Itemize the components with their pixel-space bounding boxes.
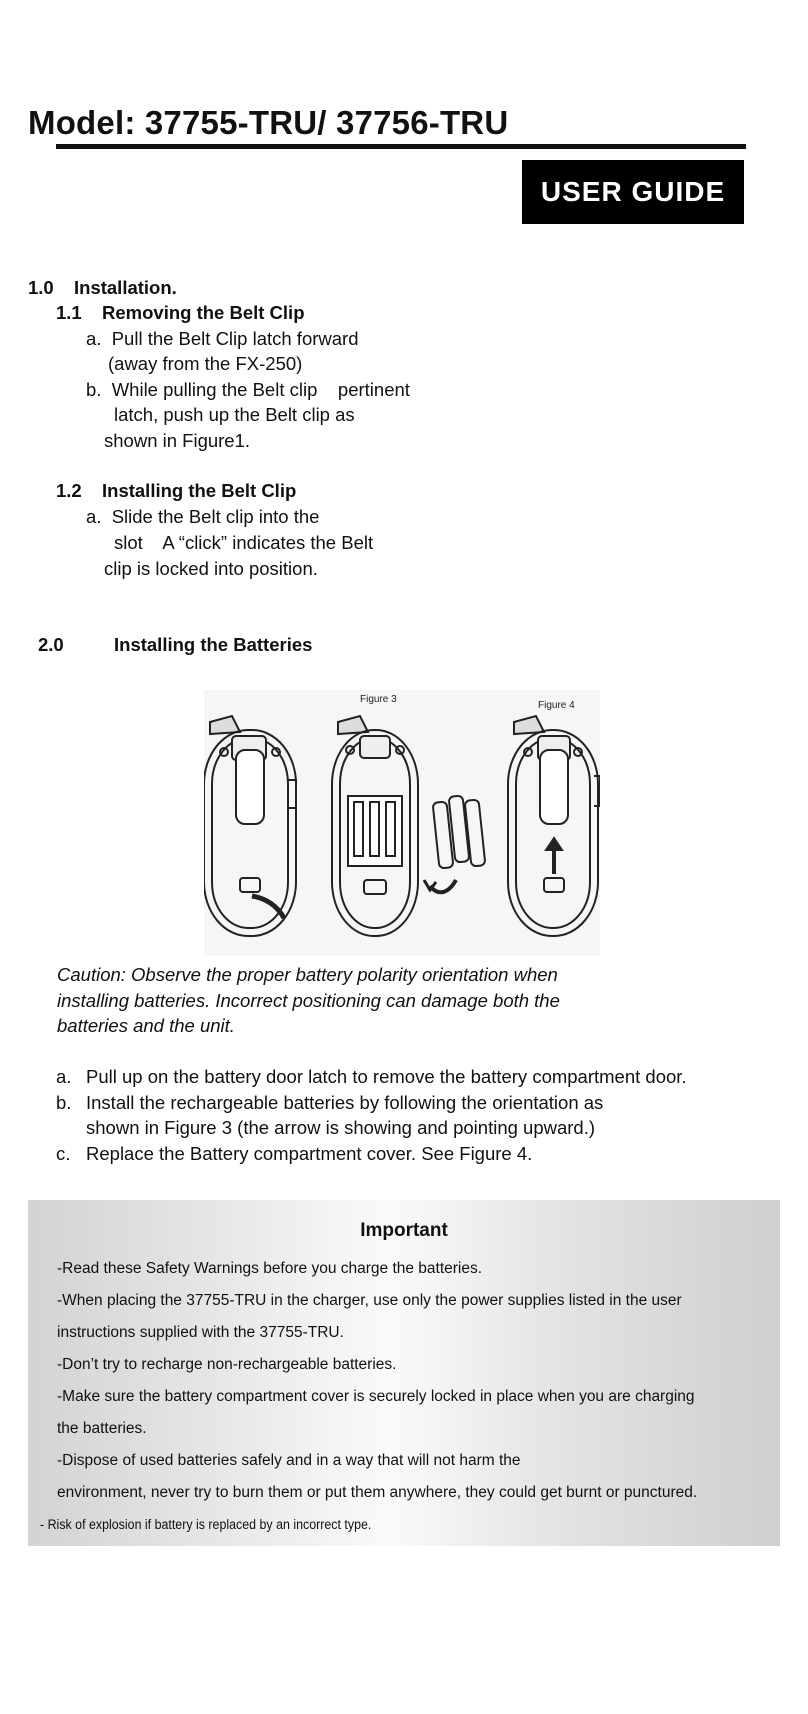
list-item [56,1115,687,1141]
step-1-2-a-line1: a. Slide the Belt clip into the [86,506,320,527]
important-line: -Don’t try to recharge non-rechargeable batteries. [57,1356,397,1373]
important-line: the batteries. [57,1420,147,1437]
section-1-2-number: 1.2 [56,480,82,501]
section-1-title: Installation. [74,277,177,298]
section-1-1-number: 1.1 [56,302,82,323]
important-title: Important [360,1220,448,1241]
step-text: Pull up on the battery door latch to remove the battery compartment door. [86,1066,687,1087]
list-item [56,1064,687,1090]
list-item [56,1141,687,1167]
step-label: c. [56,1142,71,1164]
important-line: -When placing the 37755-TRU in the charger, use only the power supplies listed in the user [57,1292,682,1309]
important-notice-box [28,1200,780,1546]
device-belt-clip-view [204,716,296,936]
important-line: -Make sure the battery compartment cover is securely locked in place when you are charging [57,1388,695,1405]
step-text: Replace the Battery compartment cover. See Figure 4. [86,1142,533,1164]
user-guide-badge: USER GUIDE [522,160,744,224]
important-line: -Read these Safety Warnings before you charge the batteries. [57,1260,483,1277]
model-title: Model: 37755-TRU/ 37756-TRU [28,104,509,141]
section-1-1-title: Removing the Belt Clip [102,302,305,323]
device-closed-cover-view [508,716,600,936]
section-1-number: 1.0 [28,277,54,298]
caution-line: installing batteries. Incorrect positioning can damage both the [57,989,560,1011]
important-last-line: - Risk of explosion if battery is replaced by an incorrect type. [40,1517,372,1532]
step-1-1-b-line2: latch, push up the Belt clip as [114,404,355,425]
section-2-title: Installing the Batteries [114,634,313,655]
step-1-2-a-line2: slot A “click” indicates the Belt [114,532,374,553]
figure-3-label: Figure 3 [360,694,397,705]
battery-steps-list [56,1064,687,1166]
caution-line: Caution: Observe the proper battery polarity orientation when [57,964,558,985]
important-line: instructions supplied with the 37755-TRU. [57,1324,344,1341]
step-1-1-a-line2: (away from the FX-250) [108,353,303,374]
section-1-2-title: Installing the Belt Clip [102,480,297,501]
step-text: shown in Figure 3 (the arrow is showing and pointing upward.) [86,1117,596,1138]
caution-text [57,962,560,1039]
step-label: b. [56,1091,72,1113]
figure-drawing [204,690,600,956]
caution-line: batteries and the unit. [57,1015,235,1036]
loose-batteries [424,795,485,892]
important-line: environment, never try to burn them or put them anywhere, they could get burnt or punctured. [57,1484,698,1501]
step-1-2-a-line3: clip is locked into position. [104,558,318,579]
step-1-1-a-line1: a. Pull the Belt Clip latch forward [86,328,359,349]
important-line: -Dispose of used batteries safely and in a way that will not harm the [57,1452,521,1469]
step-1-1-b-line1: b. While pulling the Belt clip pertinent [86,379,410,400]
step-1-1-b-line3: shown in Figure1. [104,430,251,451]
section-2-number: 2.0 [38,634,64,655]
step-label [56,1115,86,1141]
list-item [56,1090,687,1116]
step-text: Install the rechargeable batteries by following the orientation as [86,1091,604,1113]
figure-4-label: Figure 4 [538,700,575,711]
device-open-compartment-view [332,716,418,936]
battery-installation-figure [204,690,600,956]
step-label: a. [56,1066,72,1087]
title-rule [56,144,746,149]
